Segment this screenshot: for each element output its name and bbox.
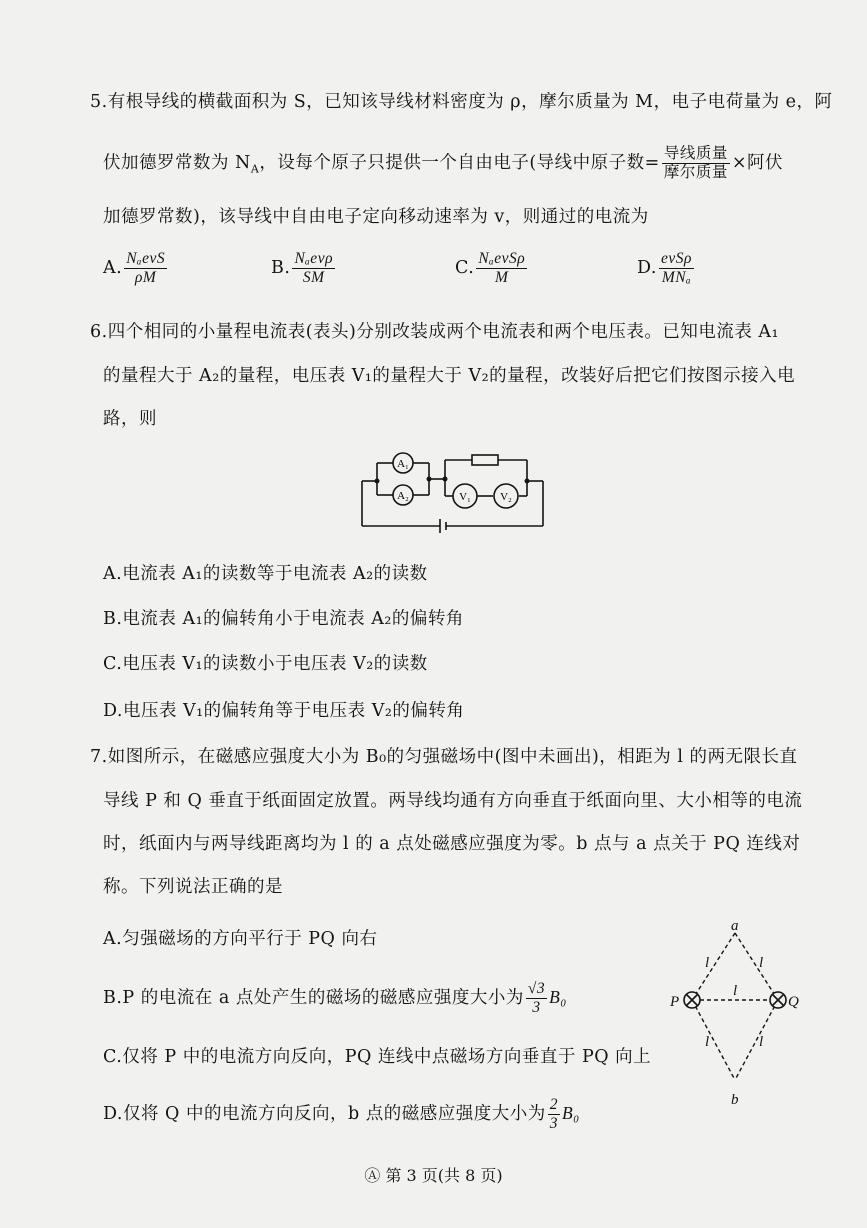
point-a-label: a: [731, 918, 739, 934]
segment-l-label: l: [759, 1034, 764, 1050]
q6-option-a: A.电流表 A₁的读数等于电流表 A₂的读数: [103, 564, 428, 584]
q7-optb-den: 3: [532, 998, 541, 1016]
q7-line3: 时，纸面内与两导线距离均为 l 的 a 点处磁感应强度为零。b 点与 a 点关于 PQ 连线对: [103, 834, 801, 854]
q7-line1: 7.如图所示，在磁感应强度大小为 B₀的匀强磁场中(图中未画出)，相距为 l 的两无限长直: [90, 747, 798, 767]
option-num: NₐevSρ: [478, 250, 526, 267]
q5-line2-sub: A: [250, 162, 260, 176]
q7-optb-num: √3: [527, 980, 546, 997]
voltmeter-v2-label: V₂: [500, 491, 512, 503]
q7-optd-num: 2: [549, 1096, 558, 1113]
q5-line2: [103, 145, 783, 182]
q5-line3: 加德罗常数)，该导线中自由电子定向移动速率为 v，则通过的电流为: [103, 207, 649, 227]
voltmeter-v1-label: V₁: [459, 491, 471, 503]
q6-line1: 6.四个相同的小量程电流表(表头)分别改装成两个电流表和两个电压表。已知电流表 A₁: [90, 322, 780, 342]
wire-q-label: Q: [788, 994, 799, 1010]
q6-option-d: D.电压表 V₁的偏转角等于电压表 V₂的偏转角: [103, 701, 465, 721]
frac-denominator: 摩尔质量: [663, 162, 728, 181]
segment-l-label: l: [705, 1034, 710, 1050]
q7-line2: 导线 P 和 Q 垂直于纸面固定放置。两导线均通有方向垂直于纸面向里、大小相等的电流: [103, 791, 803, 811]
q7-option-b: [103, 980, 567, 1017]
q6-option-c: C.电压表 V₁的读数小于电压表 V₂的读数: [103, 654, 428, 674]
q7-option-d: [103, 1096, 580, 1133]
option-den: M: [495, 268, 509, 286]
q6-option-b: B.电流表 A₁的偏转角小于电流表 A₂的偏转角: [103, 609, 464, 629]
segment-l-label: l: [759, 955, 764, 971]
q7-optd-unit: B₀: [561, 1102, 580, 1123]
option-num: evSρ: [660, 250, 692, 267]
version-mark: Ⓐ: [364, 1166, 381, 1185]
q5-line2-pre: 伏加德罗常数为 N: [103, 152, 251, 173]
q5-option-d: [637, 250, 696, 287]
ammeter-a1-label: A₁: [397, 458, 409, 470]
q7-optd-den: 3: [549, 1114, 558, 1132]
q7-optd-text: D.仅将 Q 中的电流方向反向，b 点的磁感应强度大小为: [103, 1103, 546, 1124]
q7-optb-text: B.P 的电流在 a 点处产生的磁场的磁感应强度大小为: [103, 987, 524, 1008]
q6-line2: 的量程大于 A₂的量程，电压表 V₁的量程大于 V₂的量程，改装好后把它们按图示接入电: [103, 366, 796, 386]
segment-l-label: l: [733, 983, 738, 999]
q5-line1: 5.有根导线的横截面积为 S，已知该导线材料密度为 ρ，摩尔质量为 M，电子电荷量为 e，阿: [90, 92, 833, 112]
q5-option-c: [455, 250, 529, 287]
segment-l-label: l: [705, 955, 710, 971]
page-number: 第 3 页(共 8 页): [385, 1166, 503, 1185]
option-den: SM: [302, 268, 325, 286]
page-footer: [0, 1163, 867, 1186]
option-label: D.: [637, 257, 657, 278]
point-b-label: b: [731, 1092, 739, 1108]
option-num: NₐevS: [126, 250, 166, 267]
option-den: MNₐ: [661, 268, 692, 286]
option-num: Nₐevρ: [294, 250, 334, 267]
q5-option-b: [271, 250, 337, 287]
option-label: A.: [103, 257, 123, 278]
q7-optb-unit: B₀: [549, 986, 567, 1007]
option-den: ρM: [134, 268, 157, 286]
q7-option-c: C.仅将 P 中的电流方向反向，PQ 连线中点磁场方向垂直于 PQ 向上: [103, 1047, 652, 1067]
q7-line4: 称。下列说法正确的是: [103, 877, 283, 897]
q5-line2-post: ×阿伏: [731, 152, 784, 173]
option-label: B.: [271, 257, 291, 278]
q5-line2-mid: ，设每个原子只提供一个自由电子(导线中原子数=: [259, 152, 660, 173]
q6-line3: 路，则: [103, 409, 157, 429]
q5-option-a: [103, 250, 169, 287]
wires-figure: [665, 915, 815, 1110]
frac-numerator: 导线质量: [663, 144, 728, 162]
wire-p-label: P: [670, 994, 680, 1010]
q7-option-a: A.匀强磁场的方向平行于 PQ 向右: [103, 929, 378, 949]
option-label: C.: [455, 257, 475, 278]
circuit-diagram: [355, 448, 550, 534]
atom-count-fraction: [662, 145, 730, 182]
ammeter-a2-label: A₂: [397, 490, 409, 502]
